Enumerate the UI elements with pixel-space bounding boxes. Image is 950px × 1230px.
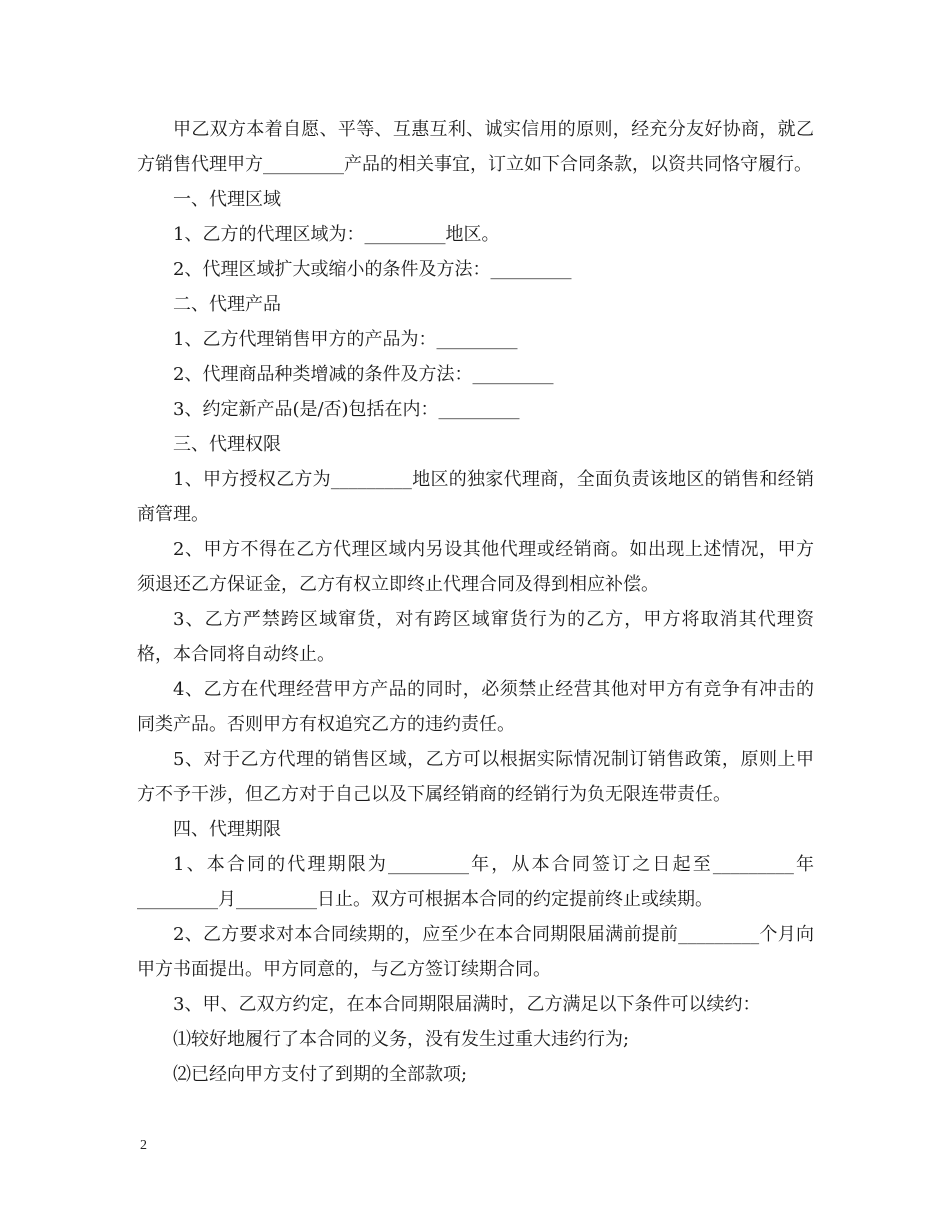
clause-term-3: 3、甲、乙双方约定，在本合同期限届满时，乙方满足以下条件可以续约： [173, 994, 761, 1015]
page-number: 2 [140, 1138, 147, 1153]
clause-term-1: 1、本合同的代理期限为_________年，从本合同签订之日起至_________年_________月_________日止。双方可根据本合同的约定提前终止或续期。 [137, 854, 814, 910]
clause-authority-4: 4、乙方在代理经营甲方产品的同时，必须禁止经营其他对甲方有竞争有冲击的同类产品。否则甲方有权追究乙方的违约责任。 [137, 679, 814, 735]
section-heading-agency-authority: 三、代理权限 [173, 434, 281, 455]
renewal-condition-2: ⑵已经向甲方支付了到期的全部款项; [173, 1064, 468, 1085]
section-heading-agency-term: 四、代理期限 [173, 819, 281, 840]
clause-authority-1: 1、甲方授权乙方为_________地区的独家代理商，全面负责该地区的销售和经销商管理。 [137, 469, 814, 525]
clause-authority-5: 5、对于乙方代理的销售区域，乙方可以根据实际情况制订销售政策，原则上甲方不予干涉，但乙方对于自己以及下属经销商的经销行为负无限连带责任。 [137, 749, 814, 805]
clause-region-1: 1、乙方的代理区域为：_________地区。 [173, 224, 500, 245]
clause-products-3: 3、约定新产品(是/否)包括在内：_________ [173, 399, 520, 420]
clause-products-2: 2、代理商品种类增减的条件及方法：_________ [173, 364, 554, 385]
clause-products-1: 1、乙方代理销售甲方的产品为：_________ [173, 329, 518, 350]
preamble-paragraph: 甲乙双方本着自愿、平等、互惠互利、诚实信用的原则，经充分友好协商，就乙方销售代理甲方_________产品的相关事宜，订立如下合同条款，以资共同恪守履行。 [137, 119, 814, 175]
clause-authority-2: 2、甲方不得在乙方代理区域内另设其他代理或经销商。如出现上述情况，甲方须退还乙方保证金，乙方有权立即终止代理合同及得到相应补偿。 [137, 539, 814, 595]
clause-authority-3: 3、乙方严禁跨区域窜货，对有跨区域窜货行为的乙方，甲方将取消其代理资格，本合同将自动终止。 [137, 609, 814, 665]
clause-term-2: 2、乙方要求对本合同续期的，应至少在本合同期限届满前提前_________个月向甲方书面提出。甲方同意的，与乙方签订续期合同。 [137, 924, 814, 980]
section-heading-agency-products: 二、代理产品 [173, 294, 281, 315]
document-body [137, 112, 814, 1092]
renewal-condition-1: ⑴较好地履行了本合同的义务，没有发生过重大违约行为; [173, 1029, 630, 1050]
section-heading-agency-region: 一、代理区域 [173, 189, 281, 210]
clause-region-2: 2、代理区域扩大或缩小的条件及方法：_________ [173, 259, 572, 280]
